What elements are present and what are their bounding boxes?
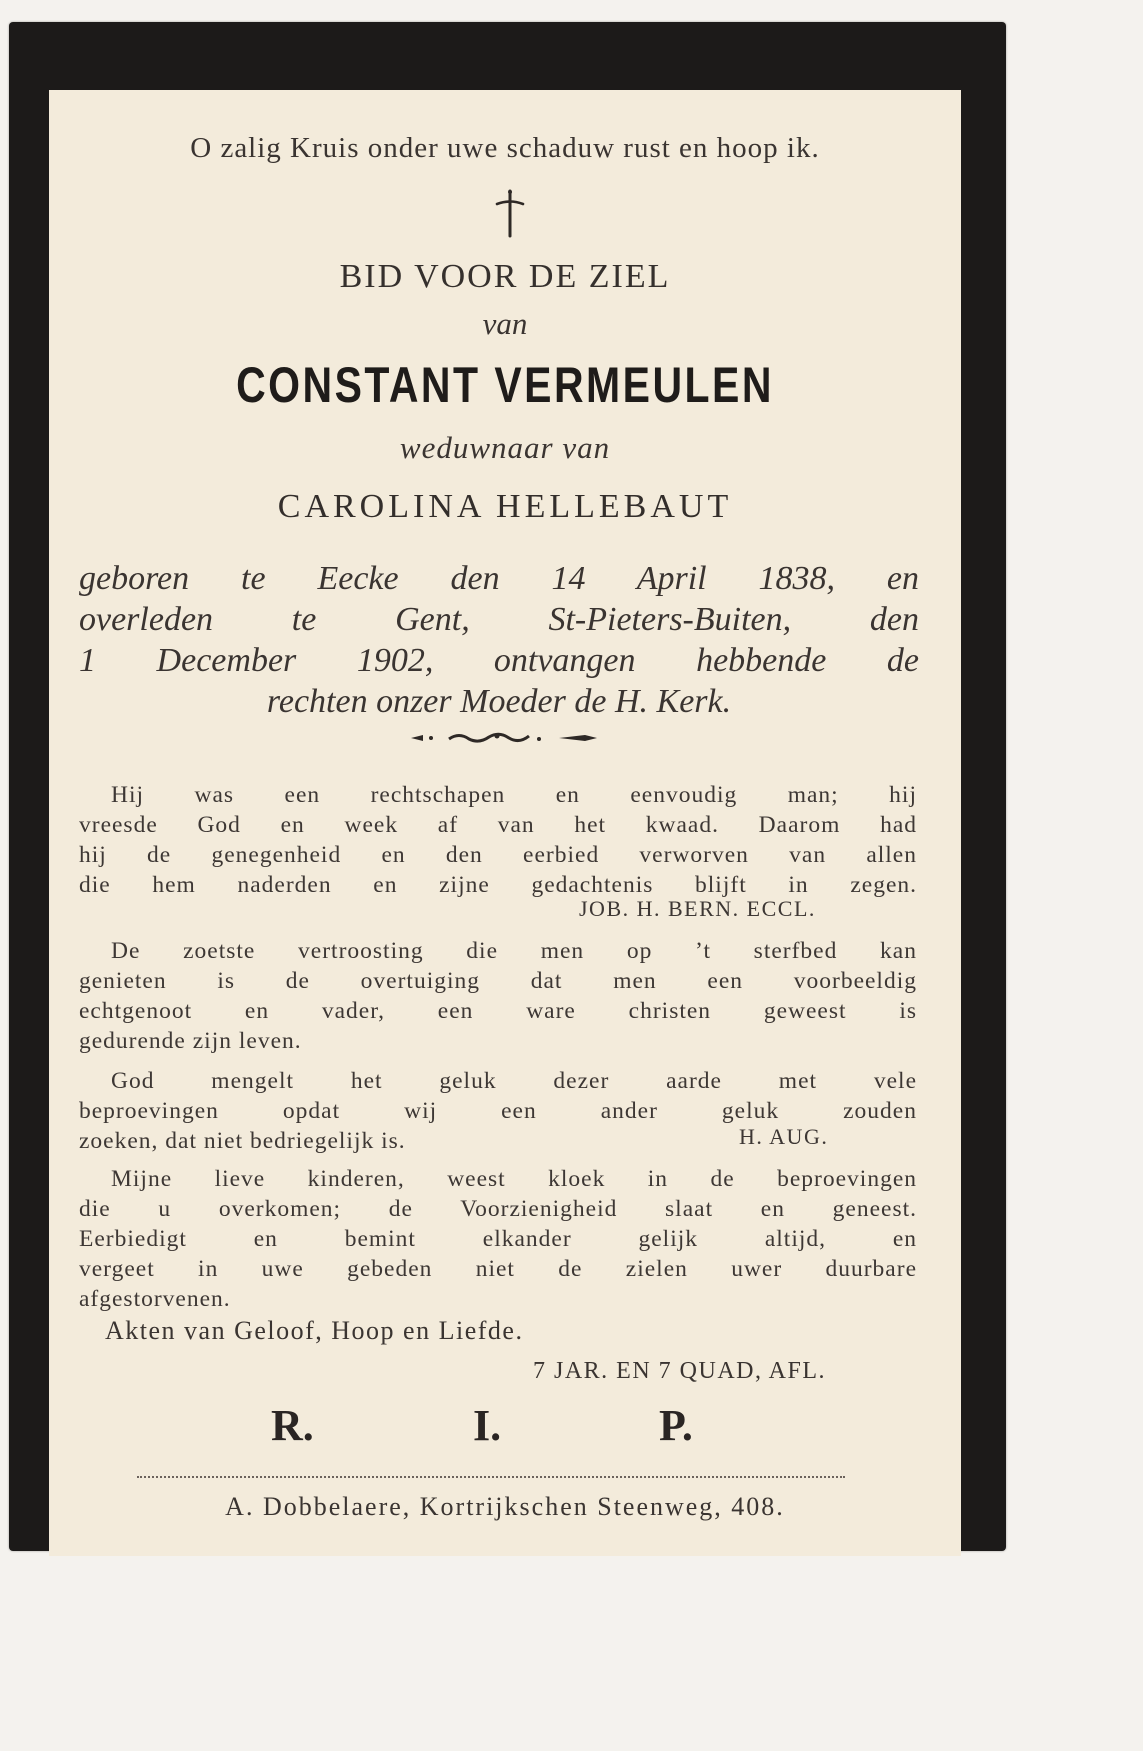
biography — [79, 558, 919, 722]
paragraph-line: hij de genegenheid en den eerbied verworven van allen — [79, 842, 917, 868]
paragraph-4 — [79, 1164, 917, 1314]
paragraph-line: die hem naderden en zijne gedachtenis blijft in zegen. — [79, 872, 917, 898]
rip-letter-r: R. — [271, 1401, 314, 1450]
bio-line: overleden te Gent, St-Pieters-Buiten, den — [79, 601, 919, 638]
floral-ornament-icon — [409, 730, 599, 746]
source-citation-2: H. AUG. — [739, 1124, 829, 1149]
paragraph-line: die u overkomen; de Voorzienigheid slaat en geneest. — [79, 1196, 917, 1222]
acts-of-faith: Akten van Geloof, Hoop en Liefde. — [105, 1316, 524, 1345]
paragraph-line: echtgenoot en vader, een ware christen geweest is — [79, 998, 917, 1024]
paragraph-line: De zoetste vertroosting die men op ’t sterfbed kan — [111, 938, 917, 964]
card-paper — [49, 90, 961, 1556]
source-citation-1: JOB. H. BERN. ECCL. — [579, 896, 816, 921]
spouse-name: CAROLINA HELLEBAUT — [277, 488, 733, 525]
bio-line: geboren te Eecke den 14 April 1838, en — [79, 560, 919, 597]
van-label: van — [482, 306, 528, 341]
paragraph-line: vergeet in uwe gebeden niet de zielen uwer duurbare — [79, 1256, 917, 1282]
rip-letter-i: I. — [473, 1401, 502, 1450]
paragraph-1 — [79, 780, 917, 900]
memorial-card — [9, 22, 1006, 1551]
heading-pray-for-soul: BID VOOR DE ZIEL — [339, 258, 671, 295]
bio-line: rechten onzer Moeder de H. Kerk. — [266, 683, 732, 720]
indulgence-note: 7 JAR. EN 7 QUAD, AFL. — [533, 1358, 827, 1384]
paragraph-line: Mijne lieve kinderen, weest kloek in de beproevingen — [111, 1166, 917, 1192]
paragraph-line: vreesde God en week af van het kwaad. Daarom had — [79, 812, 917, 838]
paragraph-line: Eerbiedigt en bemint elkander gelijk altijd, en — [79, 1226, 917, 1252]
paragraph-line: gedurende zijn leven. — [79, 1028, 302, 1054]
dotted-divider — [137, 1476, 845, 1478]
paragraph-line: God mengelt het geluk dezer aarde met vele — [111, 1068, 917, 1094]
paragraph-line: afgestorvenen. — [79, 1286, 231, 1312]
paragraph-line: beproevingen opdat wij een ander geluk zouden — [79, 1098, 917, 1124]
deceased-name: CONSTANT VERMEULEN — [236, 357, 774, 413]
paragraph-line: zoeken, dat niet bedriegelijk is. — [79, 1128, 406, 1154]
widower-label: weduwnaar van — [399, 430, 611, 465]
paragraph-2 — [79, 936, 917, 1056]
bio-line: 1 December 1902, ontvangen hebbende de — [79, 642, 919, 679]
printer-imprint: A. Dobbelaere, Kortrijkschen Steenweg, 408. — [225, 1492, 785, 1521]
paragraph-line: genieten is de overtuiging dat men een voorbeeldig — [79, 968, 917, 994]
motto: O zalig Kruis onder uwe schaduw rust en hoop ik. — [190, 132, 820, 164]
latin-cross-icon — [492, 188, 528, 238]
rip-letter-p: P. — [659, 1401, 693, 1450]
paragraph-line: Hij was een rechtschapen en eenvoudig man; hij — [111, 782, 917, 808]
